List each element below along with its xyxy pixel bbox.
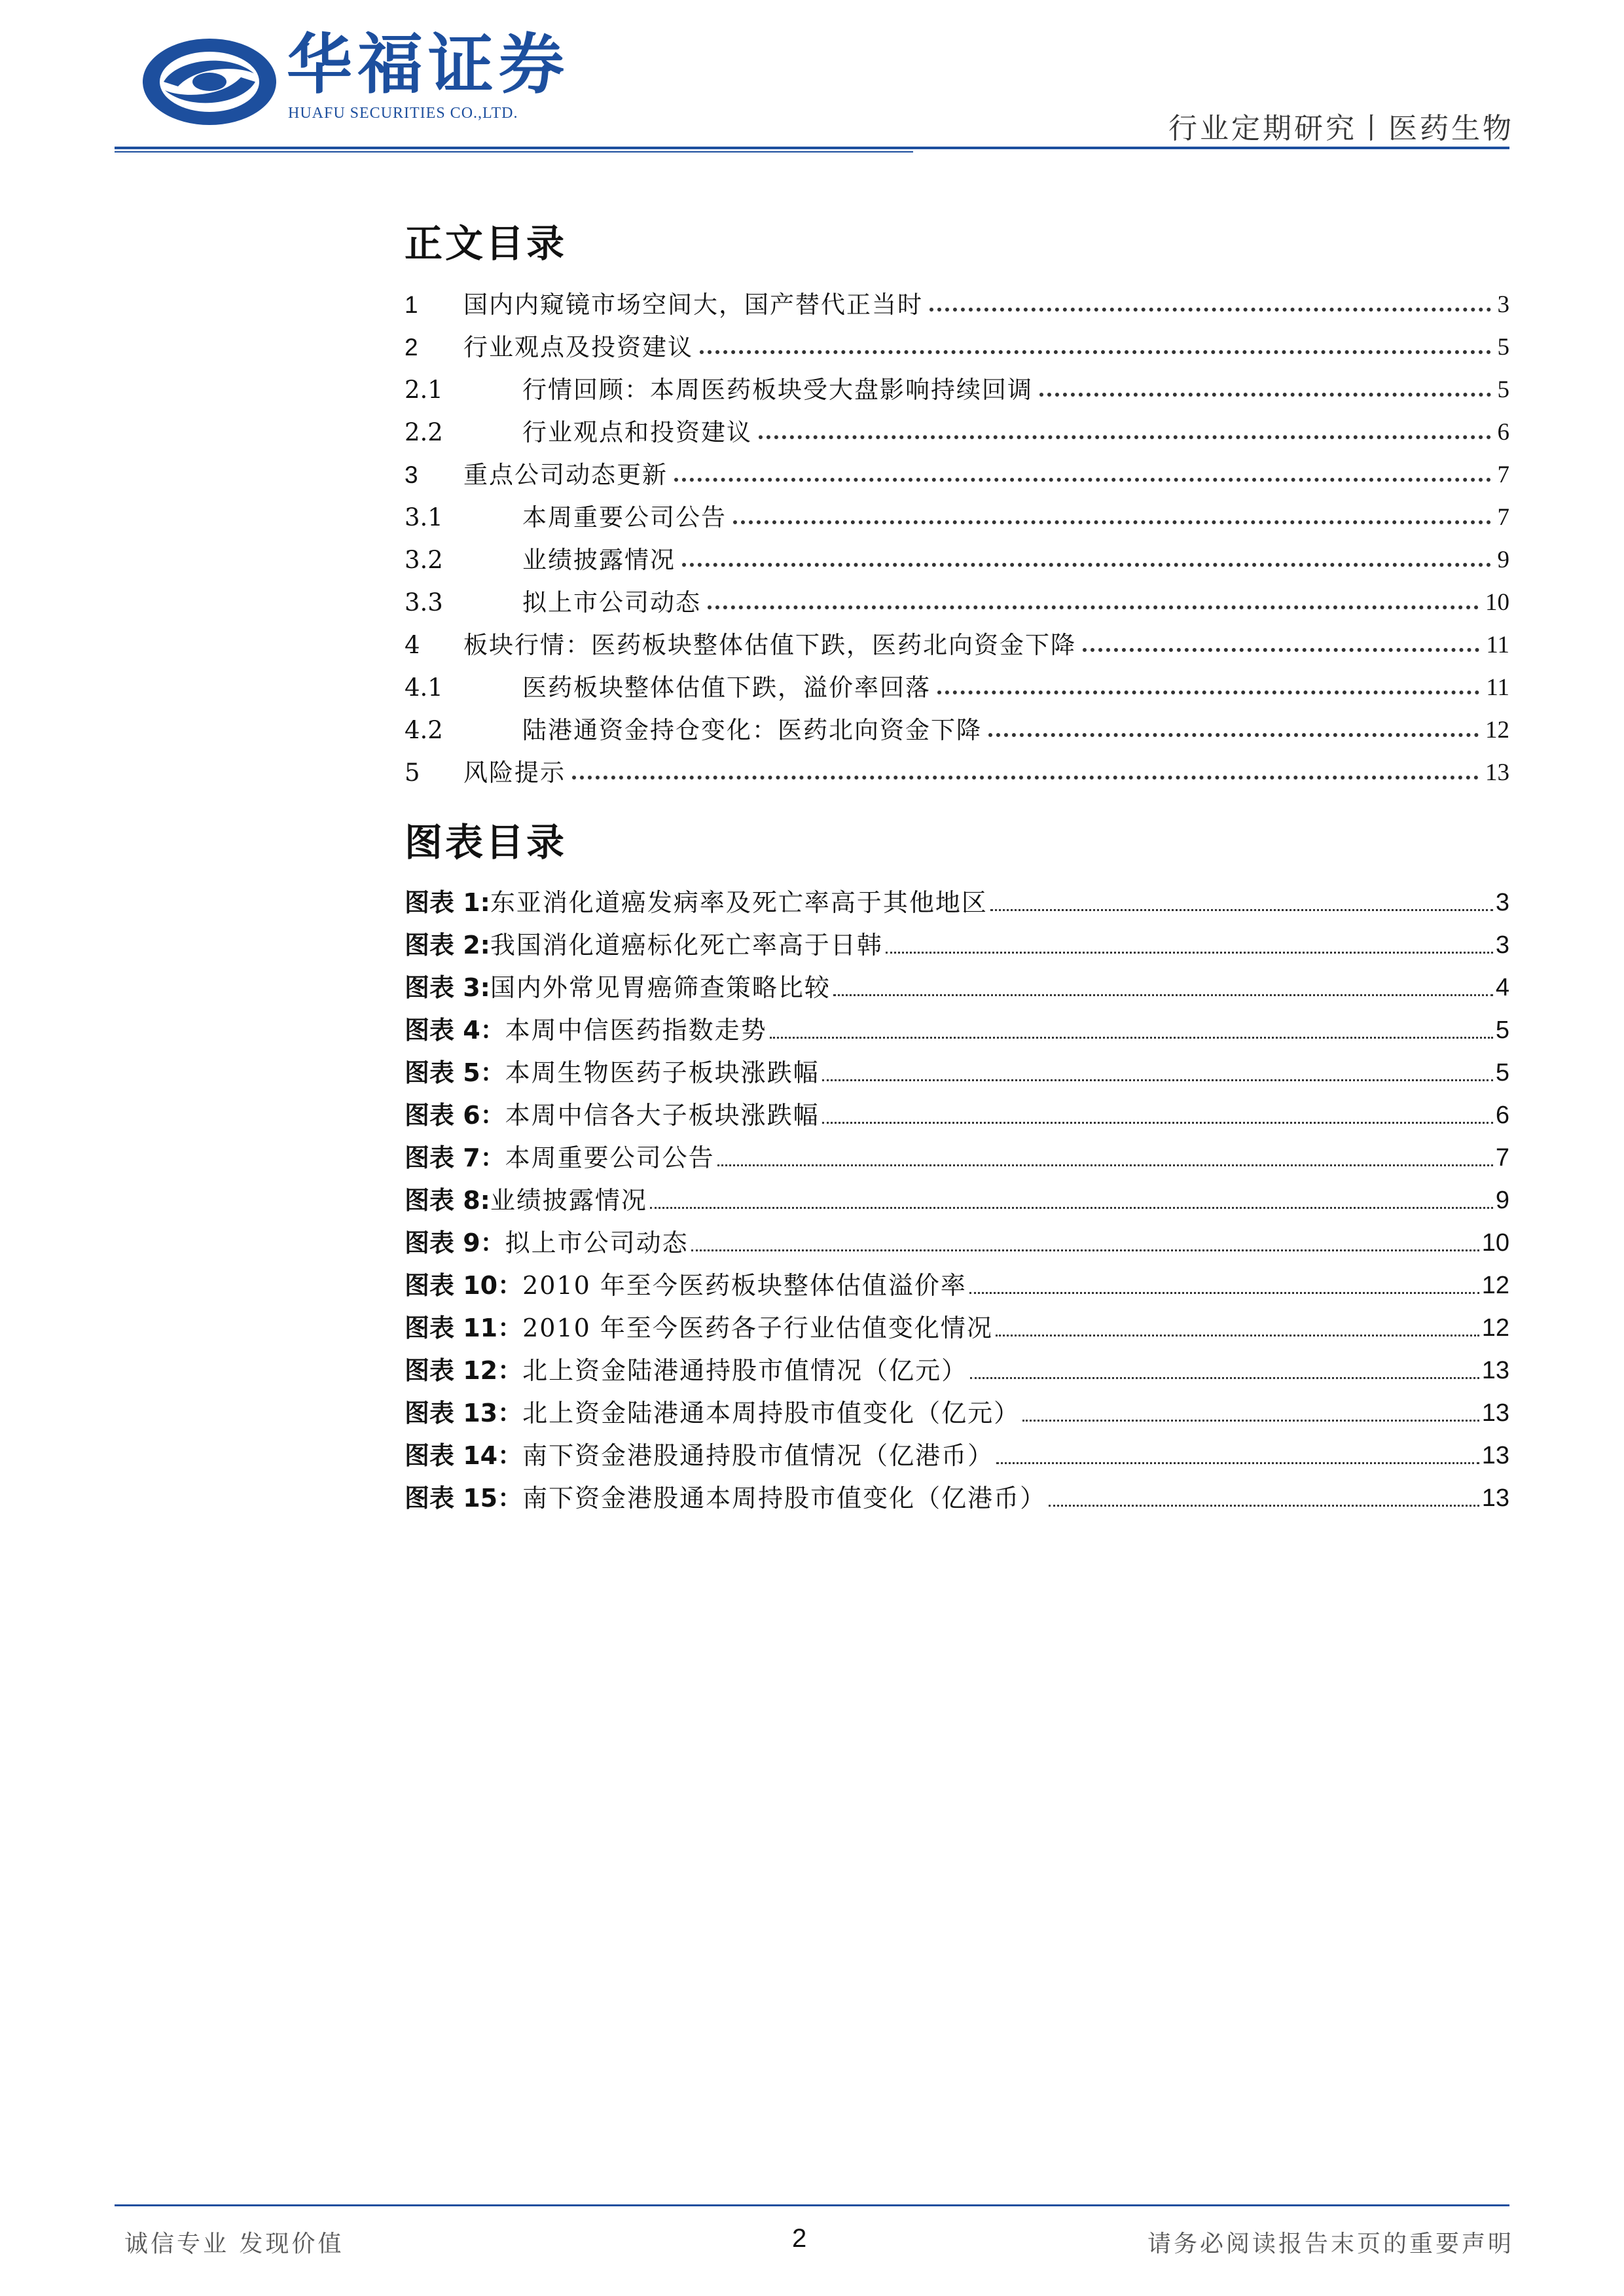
figure-entry-page: 9 [1495,1187,1509,1214]
toc-entry-number: 1 [405,291,418,318]
toc-entry-text: 重点公司动态更新 [463,461,668,489]
toc-entry-number: 2.1 [405,376,443,404]
footer-slogan: 诚信专业 发现价值 [124,2231,344,2257]
toc-entry-page: 7 [1497,461,1509,488]
header-divider-thin [115,151,913,152]
figure-entry-text: 国内外常见胃癌筛查策略比较 [490,973,831,1002]
toc-entry[interactable] [405,745,1509,785]
toc-entry[interactable] [405,533,1509,572]
figure-entry-label: 图表 6： [405,1101,505,1130]
toc-leader [988,733,1479,737]
toc-entry-number: 3.3 [405,588,443,617]
toc-entry-text: 板块行情：医药板块整体估值下跌，医药北向资金下降 [463,631,1076,659]
toc-entry-page: 11 [1486,632,1509,658]
figure-entry-text: 本周中信医药指数走势 [505,1016,767,1045]
figure-leader [990,909,1493,911]
toc-entry-page: 5 [1497,376,1509,403]
figure-entry[interactable] [405,1345,1509,1383]
toc-entry-text: 风险提示 [463,759,566,787]
toc-leader [1083,648,1479,652]
figure-entry[interactable] [405,1047,1509,1085]
toc-entry-number: 4.2 [405,716,443,744]
footer-divider [115,2204,1509,2206]
figure-entry-page: 3 [1495,931,1509,959]
figure-entry[interactable] [405,1175,1509,1213]
toc-entry[interactable] [405,618,1509,657]
figure-entry-page: 13 [1481,1484,1509,1512]
toc-entry-text: 业绩披露情况 [522,546,676,574]
toc-entry-text: 行情回顾：本周医药板块受大盘影响持续回调 [522,376,1033,404]
figure-entry-text: 南下资金港股通持股市值情况（亿港币） [522,1441,994,1470]
figure-leader [996,1462,1479,1464]
toc-entry-number: 4.1 [405,673,443,702]
toc-entry[interactable] [405,320,1509,359]
toc-entry[interactable] [405,703,1509,742]
page-header [0,0,1624,157]
brand-name-cn: 华福证券 [287,26,569,103]
figure-leader [833,994,1493,996]
toc-entry-page: 3 [1497,291,1509,318]
toc-leader [1039,393,1491,397]
toc-entry[interactable] [405,448,1509,487]
toc-leader [572,776,1479,780]
figure-entry-page: 6 [1495,1102,1509,1129]
figure-leader [650,1207,1493,1209]
figure-entry-label: 图表 11： [405,1314,523,1342]
header-divider [115,147,1509,149]
figures-title: 图表目录 [405,820,568,865]
toc-entry-page: 9 [1497,547,1509,573]
report-type: 行业定期研究丨医药生物 [1168,112,1514,145]
toc-entry-number: 4 [405,631,420,659]
figure-entry-label: 图表 13： [405,1399,523,1427]
toc-leader [674,478,1491,482]
figure-leader [969,1292,1479,1294]
figure-entry-label: 图表 15： [405,1484,523,1513]
figure-entry-page: 5 [1495,1059,1509,1086]
toc-entry-page: 6 [1497,419,1509,446]
figure-entry[interactable] [405,1217,1509,1255]
toc-entry-page: 10 [1485,589,1509,616]
figure-entry-label: 图表 4： [405,1016,505,1045]
figure-entry-page: 3 [1495,889,1509,916]
figure-entry[interactable] [405,1090,1509,1128]
figure-leader [1049,1505,1479,1507]
toc-entry[interactable] [405,660,1509,700]
figure-leader [822,1079,1493,1081]
figure-entry-text: 本周中信各大子板块涨跌幅 [505,1101,820,1130]
figure-entry-label: 图表 10： [405,1271,523,1300]
figure-entry-label: 图表 14： [405,1441,523,1470]
toc-entry-number: 2 [405,334,418,361]
toc-entry-page: 5 [1497,334,1509,361]
figure-entry-text: 南下资金港股通本周持股市值变化（亿港币） [522,1484,1047,1513]
figure-entry-text: 业绩披露情况 [490,1186,647,1215]
figure-entry-page: 13 [1481,1357,1509,1384]
huafu-logo-icon [137,33,281,131]
figure-entry[interactable] [405,1302,1509,1340]
figure-entry[interactable] [405,1388,1509,1426]
page-number: 2 [792,2224,807,2253]
figure-leader [1022,1420,1479,1422]
figure-entry[interactable] [405,1005,1509,1043]
toc-entry-page: 11 [1486,674,1509,701]
figure-entry-label: 图表 2: [405,931,490,960]
toc-entry[interactable] [405,575,1509,615]
figure-entry-page: 4 [1495,974,1509,1001]
toc-entry-text: 国内内窥镜市场空间大，国产替代正当时 [463,291,923,319]
figure-entry[interactable] [405,877,1509,915]
toc-title: 正文目录 [405,221,568,266]
toc-entry[interactable] [405,490,1509,529]
toc-leader [682,563,1491,567]
figure-entry-text: 我国消化道癌标化死亡率高于日韩 [490,931,883,960]
figure-entry-label: 图表 3: [405,973,490,1002]
figure-entry[interactable] [405,962,1509,1000]
figure-entry[interactable] [405,1132,1509,1170]
figure-leader [691,1249,1479,1251]
figure-leader [886,952,1493,954]
toc-leader [700,350,1491,354]
toc-entry[interactable] [405,278,1509,317]
toc-leader [929,308,1491,312]
figure-leader [970,1377,1479,1379]
figure-entry-text: 拟上市公司动态 [505,1229,689,1257]
toc-entry-page: 13 [1485,759,1509,786]
toc-entry-text: 医药板块整体估值下跌，溢价率回落 [522,673,931,702]
figure-entry-label: 图表 1: [405,888,490,917]
figure-leader [770,1037,1493,1039]
figure-entry-text: 2010 年至今医药各子行业估值变化情况 [522,1314,993,1342]
toc-entry-text: 行业观点及投资建议 [463,333,693,361]
figure-entry-page: 13 [1481,1442,1509,1469]
toc-entry-number: 3.1 [405,503,443,531]
figure-entry-text: 北上资金陆港通持股市值情况（亿元） [522,1356,968,1385]
figure-entry-text: 本周生物医药子板块涨跌幅 [505,1058,820,1087]
toc-leader [937,691,1479,694]
brand-name-en: HUAFU SECURITIES CO.,LTD. [288,105,518,122]
figure-entry-page: 10 [1481,1229,1509,1257]
figure-entry-page: 5 [1495,1016,1509,1044]
figure-entry-text: 2010 年至今医药板块整体估值溢价率 [522,1271,967,1300]
figure-entry[interactable] [405,920,1509,958]
figure-leader [717,1164,1493,1166]
toc-entry[interactable] [405,363,1509,402]
toc-entry-number: 5 [405,759,420,787]
figure-entry-label: 图表 12： [405,1356,523,1385]
toc-entry-text: 陆港通资金持仓变化：医药北向资金下降 [522,716,982,744]
figure-entry-page: 13 [1481,1399,1509,1427]
toc-entry-page: 12 [1485,717,1509,744]
toc-leader [759,435,1491,439]
figure-entry[interactable] [405,1260,1509,1298]
toc-entry-text: 本周重要公司公告 [522,503,727,531]
toc-entry-number: 3.2 [405,546,443,574]
footer-disclaimer: 请务必阅读报告末页的重要声明 [1147,2231,1514,2257]
toc-entry-text: 行业观点和投资建议 [522,418,752,446]
figure-entry-page: 7 [1495,1144,1509,1172]
figure-entry-label: 图表 7： [405,1143,505,1172]
figure-entry-text: 北上资金陆港通本周持股市值变化（亿元） [522,1399,1020,1427]
figure-entry-text: 东亚消化道癌发病率及死亡率高于其他地区 [490,888,988,917]
toc-entry-number: 2.2 [405,418,443,446]
figure-entry-page: 12 [1481,1272,1509,1299]
figure-entry-text: 本周重要公司公告 [505,1143,715,1172]
figure-entry-label: 图表 8: [405,1186,490,1215]
toc-entry-page: 7 [1497,504,1509,531]
toc-entry-number: 3 [405,461,418,488]
figure-entry-label: 图表 5： [405,1058,505,1087]
toc-leader [733,520,1491,524]
toc-entry-text: 拟上市公司动态 [522,588,701,617]
toc-entry[interactable] [405,405,1509,444]
figure-entry[interactable] [405,1473,1509,1511]
figure-entry-label: 图表 9： [405,1229,505,1257]
toc-leader [708,605,1479,609]
figure-leader [996,1335,1479,1336]
figure-leader [822,1122,1493,1124]
figure-entry[interactable] [405,1430,1509,1468]
figure-entry-page: 12 [1481,1314,1509,1342]
